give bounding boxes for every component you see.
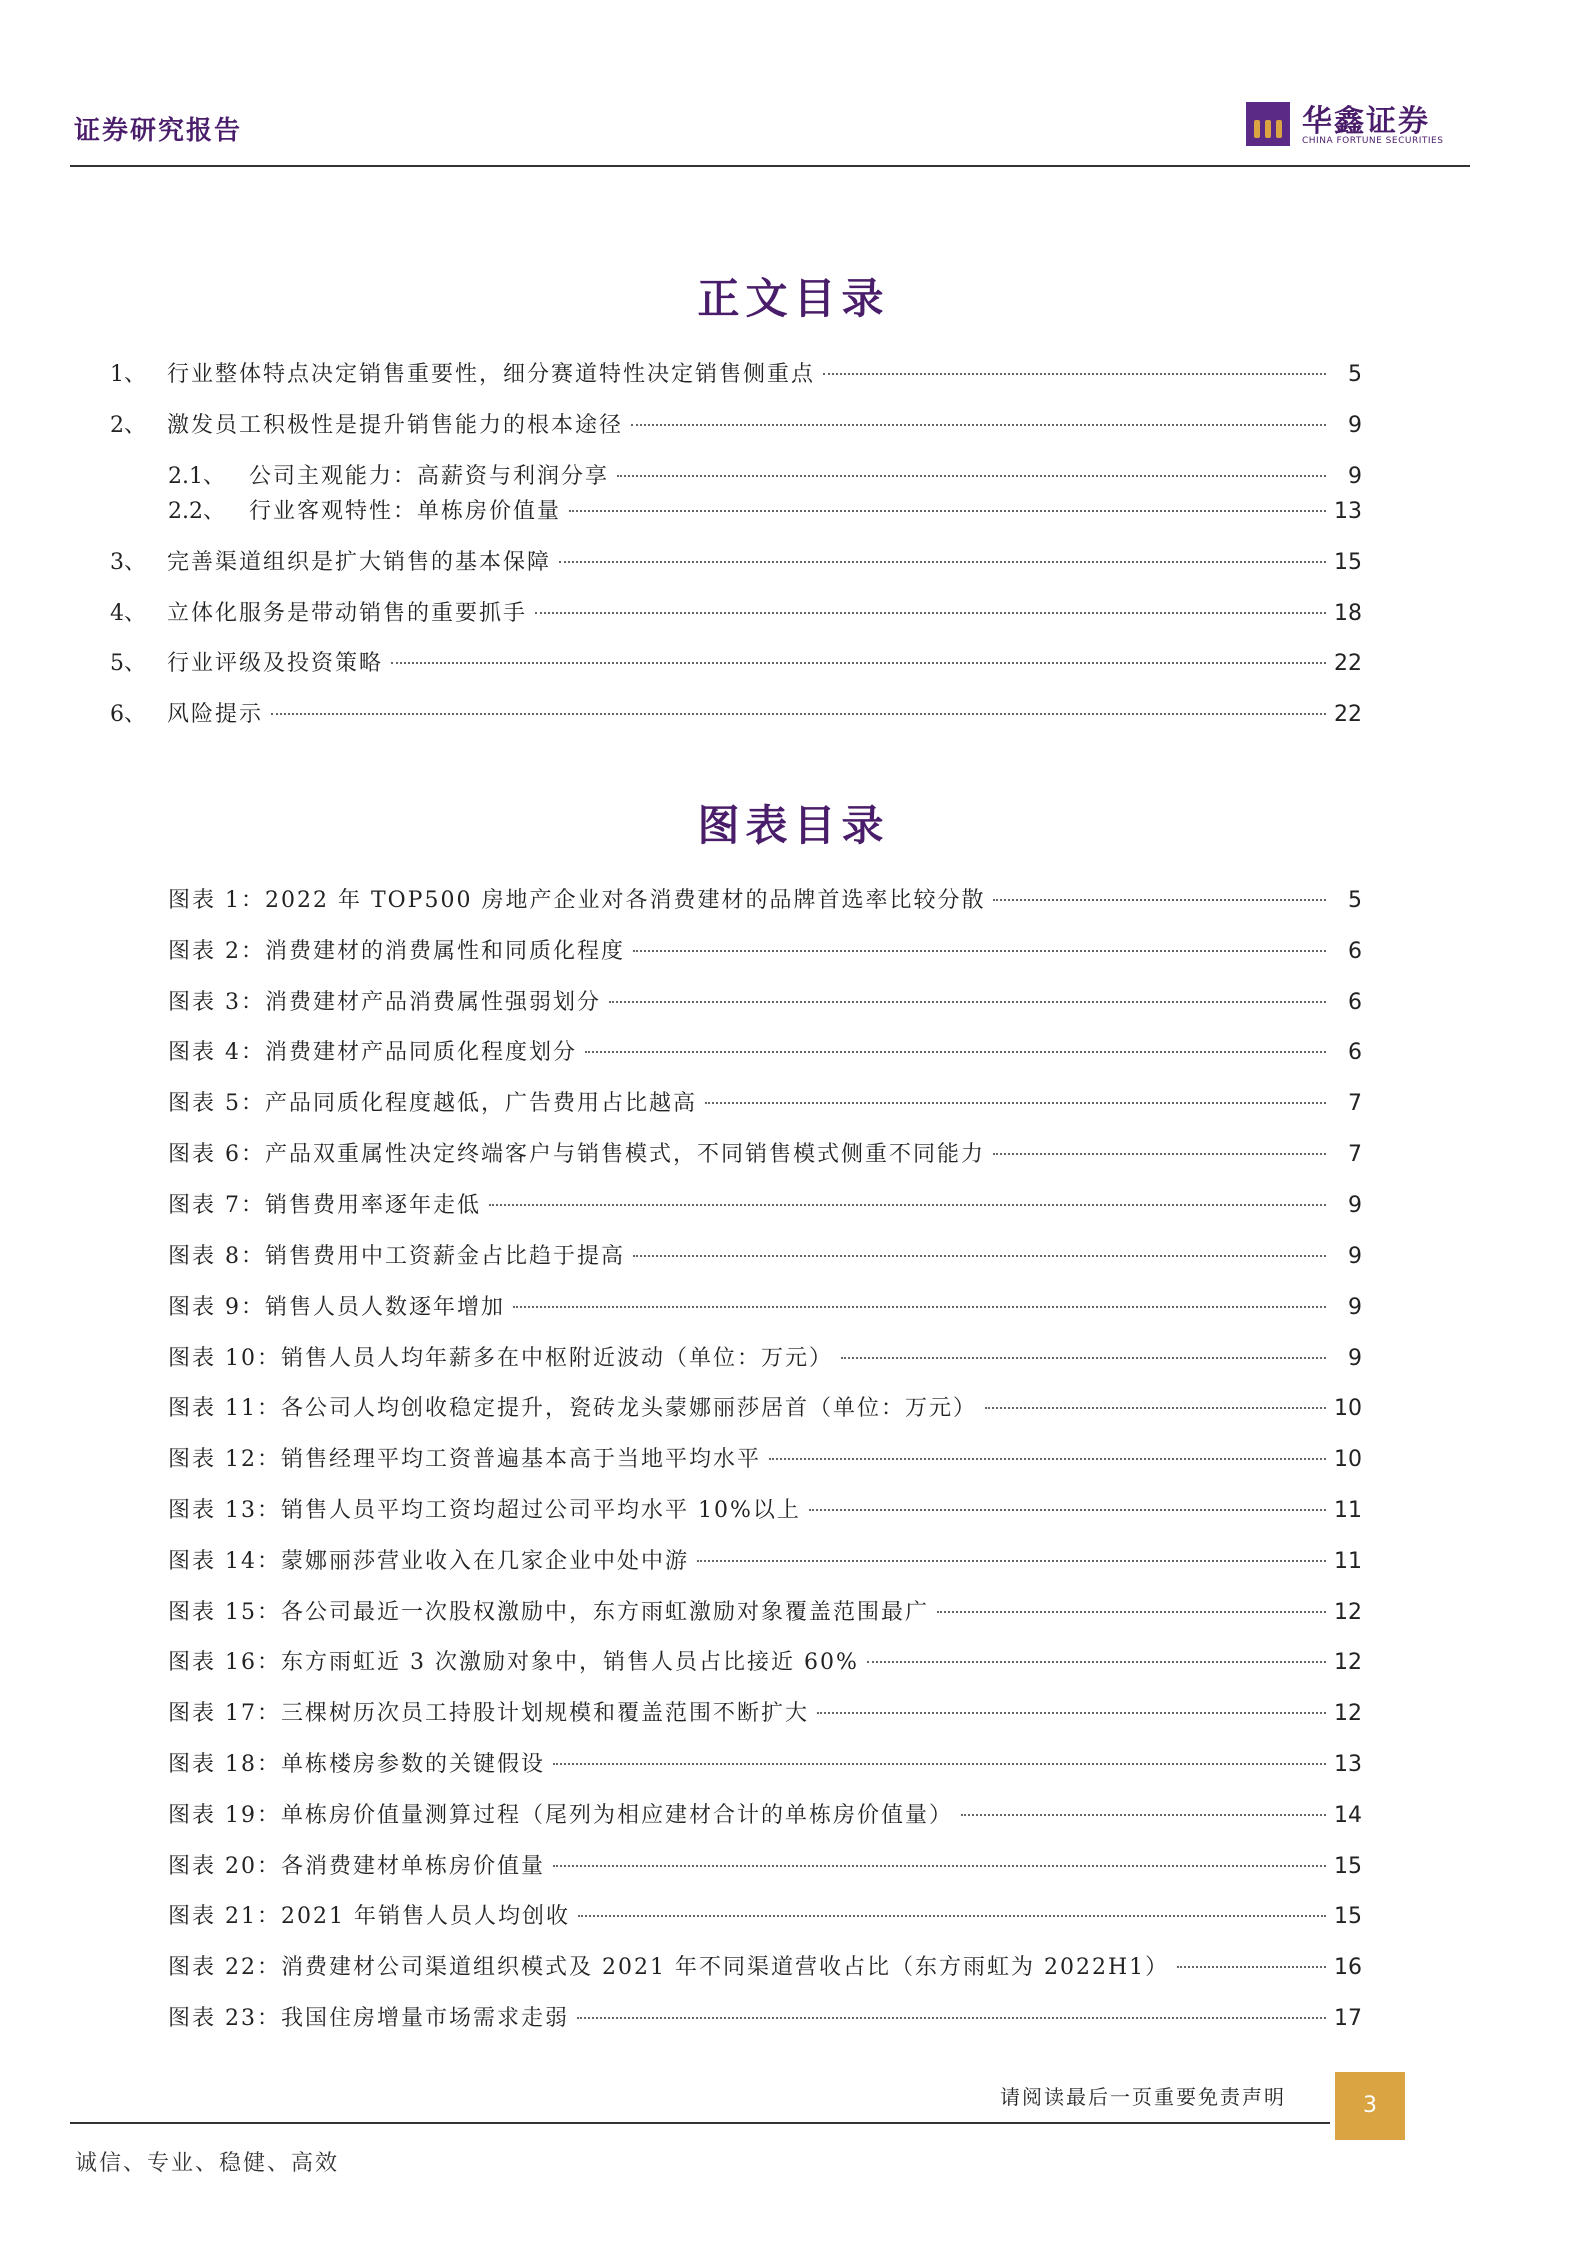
toc-item-label: 完善渠道组织是扩大销售的基本保障 <box>167 550 552 575</box>
toc-leader <box>271 713 1326 715</box>
figure-item-page: 17 <box>1334 2006 1362 2031</box>
logo-subtitle: CHINA FORTUNE SECURITIES <box>1302 136 1444 146</box>
figure-item-page: 6 <box>1348 939 1362 964</box>
contents-title: 正文目录 <box>697 274 890 323</box>
figure-item[interactable] <box>168 1696 1362 1730</box>
figure-item[interactable] <box>168 1391 1362 1425</box>
toc-leader <box>577 2017 1326 2019</box>
page-number: 3 <box>1335 2072 1405 2140</box>
toc-item-number: 4、 <box>110 601 146 626</box>
figure-item-label: 图表 9：销售人员人数逐年增加 <box>168 1295 505 1320</box>
toc-leader <box>985 1407 1326 1409</box>
figure-item-label: 图表 13：销售人员平均工资均超过公司平均水平 10%以上 <box>168 1498 801 1523</box>
figure-item[interactable] <box>168 1188 1362 1222</box>
figure-item[interactable] <box>168 1747 1362 1781</box>
toc-leader <box>809 1509 1326 1511</box>
toc-leader <box>823 373 1326 375</box>
figure-item-label: 图表 19：单栋房价值量测算过程（尾列为相应建材合计的单栋房价值量） <box>168 1803 953 1828</box>
logo-mark-icon <box>1246 102 1290 146</box>
figure-item-label: 图表 3：消费建材产品消费属性强弱划分 <box>168 990 601 1015</box>
figure-item-label: 图表 17：三棵树历次员工持股计划规模和覆盖范围不断扩大 <box>168 1701 809 1726</box>
toc-leader <box>585 1051 1326 1053</box>
toc-item-number: 1、 <box>110 362 146 387</box>
figure-item-page: 11 <box>1334 1498 1362 1523</box>
figure-item-page: 7 <box>1348 1091 1362 1116</box>
toc-leader <box>535 612 1326 614</box>
toc-item-number: 5、 <box>110 651 146 676</box>
figure-item-page: 16 <box>1334 1955 1362 1980</box>
toc-leader <box>553 1865 1326 1867</box>
figure-item-label: 图表 7：销售费用率逐年走低 <box>168 1193 481 1218</box>
figure-item-page: 9 <box>1348 1193 1362 1218</box>
figure-item-page: 13 <box>1334 1752 1362 1777</box>
toc-item[interactable] <box>110 545 1362 579</box>
toc-subitem[interactable] <box>168 459 1362 493</box>
toc-leader <box>578 1915 1326 1917</box>
figure-item[interactable] <box>168 883 1362 917</box>
figure-item[interactable] <box>168 1595 1362 1629</box>
toc-item[interactable] <box>110 697 1362 731</box>
toc-leader <box>937 1611 1326 1613</box>
figure-item-label: 图表 16：东方雨虹近 3 次激励对象中，销售人员占比接近 60% <box>168 1650 859 1675</box>
figure-item-label: 图表 1：2022 年 TOP500 房地产企业对各消费建材的品牌首选率比较分散 <box>168 888 986 913</box>
toc-leader <box>609 1001 1326 1003</box>
figure-item[interactable] <box>168 985 1362 1019</box>
figure-item-page: 15 <box>1334 1904 1362 1929</box>
toc-leader <box>633 1255 1326 1257</box>
figure-item-label: 图表 15：各公司最近一次股权激励中，东方雨虹激励对象覆盖范围最广 <box>168 1600 929 1625</box>
figure-item-page: 9 <box>1348 1295 1362 1320</box>
figure-item-label: 图表 4：消费建材产品同质化程度划分 <box>168 1040 577 1065</box>
toc-leader <box>993 1153 1326 1155</box>
figure-item[interactable] <box>168 1442 1362 1476</box>
figure-item[interactable] <box>168 1137 1362 1171</box>
figure-item-page: 14 <box>1334 1803 1362 1828</box>
figure-item-label: 图表 20：各消费建材单栋房价值量 <box>168 1854 545 1879</box>
toc-leader <box>489 1204 1326 1206</box>
toc-item-label: 立体化服务是带动销售的重要抓手 <box>167 601 528 626</box>
toc-leader <box>993 899 1326 901</box>
figure-item-page: 6 <box>1348 990 1362 1015</box>
toc-leader <box>867 1661 1326 1663</box>
toc-item-label: 公司主观能力：高薪资与利润分享 <box>249 464 610 489</box>
header-divider <box>70 165 1470 167</box>
toc-item-page: 22 <box>1334 702 1362 727</box>
figure-item[interactable] <box>168 1544 1362 1578</box>
figure-item-page: 9 <box>1348 1346 1362 1371</box>
toc-item-label: 行业客观特性：单栋房价值量 <box>249 499 562 524</box>
toc-item-number: 2.1、 <box>168 464 225 489</box>
figure-item-label: 图表 18：单栋楼房参数的关键假设 <box>168 1752 545 1777</box>
figure-item-label: 图表 8：销售费用中工资薪金占比趋于提高 <box>168 1244 625 1269</box>
toc-item-number: 2、 <box>110 413 146 438</box>
figure-item[interactable] <box>168 1239 1362 1273</box>
figure-item[interactable] <box>168 2001 1362 2035</box>
figure-item-page: 10 <box>1334 1396 1362 1421</box>
figure-item-label: 图表 10：销售人员人均年薪多在中枢附近波动（单位：万元） <box>168 1346 833 1371</box>
toc-leader <box>697 1560 1326 1562</box>
company-motto: 诚信、专业、稳健、高效 <box>75 2151 340 2176</box>
figure-item-label: 图表 12：销售经理平均工资普遍基本高于当地平均水平 <box>168 1447 761 1472</box>
toc-item-page: 9 <box>1348 413 1362 438</box>
toc-leader <box>559 561 1326 563</box>
figure-item[interactable] <box>168 1798 1362 1832</box>
toc-leader <box>617 475 1326 477</box>
toc-item-number: 2.2、 <box>168 499 225 524</box>
figure-item[interactable] <box>168 1035 1362 1069</box>
figure-item[interactable] <box>168 1086 1362 1120</box>
toc-item-page: 9 <box>1348 464 1362 489</box>
figure-item[interactable] <box>168 1290 1362 1324</box>
figure-item[interactable] <box>168 1899 1362 1933</box>
report-type-label: 证券研究报告 <box>74 116 243 146</box>
disclaimer-note: 请阅读最后一页重要免责声明 <box>1000 2085 1286 2109</box>
figure-item-label: 图表 23：我国住房增量市场需求走弱 <box>168 2006 569 2031</box>
figure-item-label: 图表 22：消费建材公司渠道组织模式及 2021 年不同渠道营收占比（东方雨虹为 2022H1） <box>168 1955 1170 1980</box>
footer-divider <box>70 2122 1330 2124</box>
figure-item[interactable] <box>168 1493 1362 1527</box>
toc-item-label: 激发员工积极性是提升销售能力的根本途径 <box>167 413 624 438</box>
toc-leader <box>569 510 1326 512</box>
toc-leader <box>391 662 1326 664</box>
figure-item[interactable] <box>168 934 1362 968</box>
figure-item[interactable] <box>168 1950 1362 1984</box>
figure-item[interactable] <box>168 1341 1362 1375</box>
figures-title: 图表目录 <box>697 801 890 850</box>
figure-item[interactable] <box>168 1849 1362 1883</box>
toc-subitem[interactable] <box>168 494 1362 528</box>
toc-item-page: 15 <box>1334 550 1362 575</box>
toc-item-page: 13 <box>1334 499 1362 524</box>
figure-item-label: 图表 14：蒙娜丽莎营业收入在几家企业中处中游 <box>168 1549 689 1574</box>
toc-item-page: 18 <box>1334 601 1362 626</box>
toc-item[interactable] <box>110 408 1362 442</box>
toc-item-page: 5 <box>1348 362 1362 387</box>
figure-item-page: 9 <box>1348 1244 1362 1269</box>
logo-name: 华鑫证券 <box>1302 104 1430 139</box>
toc-item-label: 风险提示 <box>167 702 264 727</box>
toc-item-page: 22 <box>1334 651 1362 676</box>
toc-item-number: 6、 <box>110 702 146 727</box>
toc-leader <box>841 1357 1326 1359</box>
toc-leader <box>631 424 1326 426</box>
figure-item-label: 图表 5：产品同质化程度越低，广告费用占比越高 <box>168 1091 697 1116</box>
figure-item-label: 图表 2：消费建材的消费属性和同质化程度 <box>168 939 625 964</box>
toc-item-label: 行业评级及投资策略 <box>167 651 384 676</box>
figure-item-page: 15 <box>1334 1854 1362 1879</box>
figure-item-page: 11 <box>1334 1549 1362 1574</box>
figure-item-page: 10 <box>1334 1447 1362 1472</box>
page-header <box>70 100 1470 170</box>
figure-item-page: 12 <box>1334 1650 1362 1675</box>
toc-leader <box>513 1306 1326 1308</box>
figure-item-label: 图表 11：各公司人均创收稳定提升，瓷砖龙头蒙娜丽莎居首（单位：万元） <box>168 1396 977 1421</box>
figure-item-page: 7 <box>1348 1142 1362 1167</box>
figure-item-page: 5 <box>1348 888 1362 913</box>
figure-item-label: 图表 21：2021 年销售人员人均创收 <box>168 1904 570 1929</box>
figure-item-page: 12 <box>1334 1701 1362 1726</box>
toc-leader <box>961 1814 1326 1816</box>
figure-item-page: 6 <box>1348 1040 1362 1065</box>
toc-item[interactable] <box>110 357 1362 391</box>
toc-leader <box>633 950 1326 952</box>
toc-item-number: 3、 <box>110 550 146 575</box>
toc-leader <box>705 1102 1326 1104</box>
figure-item[interactable] <box>168 1645 1362 1679</box>
toc-leader <box>769 1458 1326 1460</box>
company-logo <box>1246 100 1476 152</box>
figure-item-label: 图表 6：产品双重属性决定终端客户与销售模式，不同销售模式侧重不同能力 <box>168 1142 985 1167</box>
toc-item-label: 行业整体特点决定销售重要性，细分赛道特性决定销售侧重点 <box>167 362 816 387</box>
toc-leader <box>817 1712 1326 1714</box>
toc-leader <box>553 1763 1326 1765</box>
toc-leader <box>1177 1966 1326 1968</box>
toc-item[interactable] <box>110 646 1362 680</box>
figure-item-page: 12 <box>1334 1600 1362 1625</box>
toc-item[interactable] <box>110 596 1362 630</box>
